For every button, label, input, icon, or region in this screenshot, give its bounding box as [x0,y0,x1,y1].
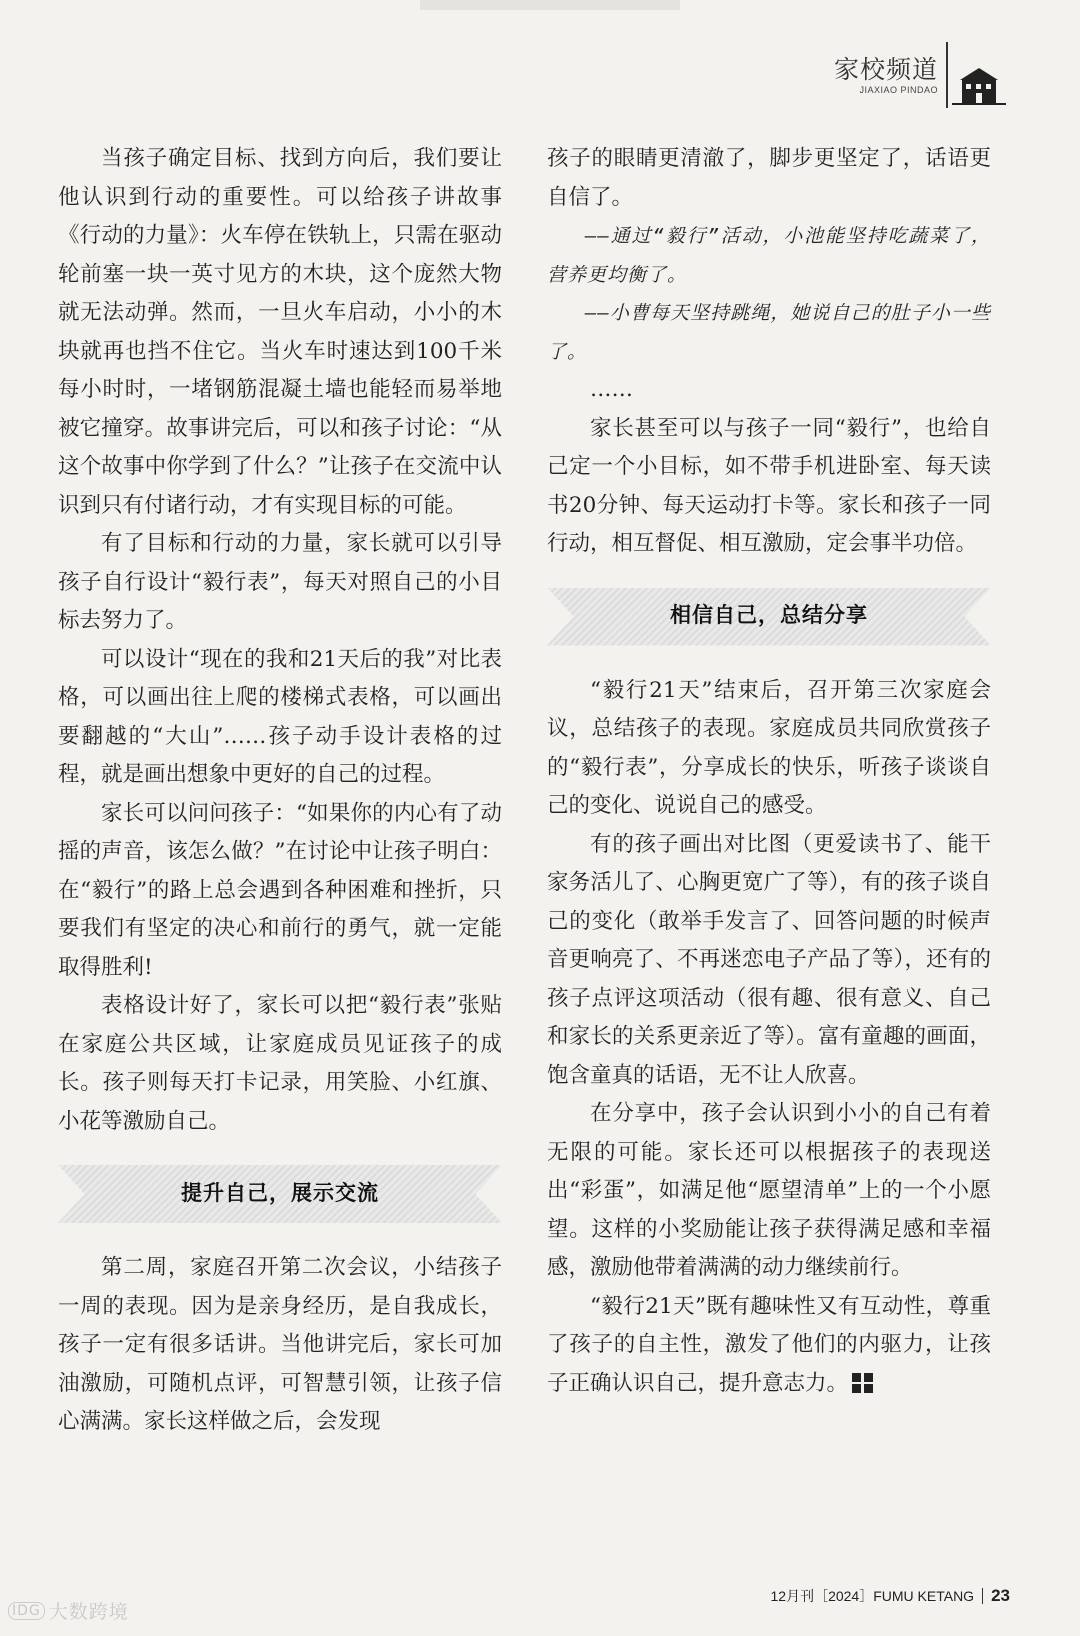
watermark [8,1597,129,1624]
paragraph: 家长可以问问孩子：“如果你的内心有了动摇的声音，该怎么做？”在讨论中让孩子明白：在“毅行”的路上总会遇到各种困难和挫折，只要我们有坚定的决心和前行的勇气，就一定能取得胜利! [58,800,502,980]
ellipsis: …… [590,377,633,402]
section-banner [58,1157,502,1231]
section-header [790,30,1010,100]
section-banner [547,580,991,654]
page-footer [771,1586,1011,1606]
paragraph [547,1288,991,1404]
section-title: 家校频道 [833,55,938,84]
watermark-text: 大数跨境 [48,1601,129,1623]
quote-line: ——小曹每天坚持跳绳，她说自己的肚子小一些了。 [547,302,991,363]
paragraph: 可以设计“现在的我和21天后的我”对比表格，可以画出往上爬的楼梯式表格，可以画出要翻越的“大山”……孩子动手设计表格的过程，就是画出想象中更好的自己的过程。 [58,646,502,787]
paragraph: 当孩子确定目标、找到方向后，我们要让他认识到行动的重要性。可以给孩子讲故事《行动的力量》：火车停在铁轨上，只需在驱动轮前塞一块一英寸见方的木块，这个庞然大物就无法动弹。然而，一旦火车启动，小小的木块就再也挡不住它。当火车时速达到100千米每小时时，一堵钢筋混凝土墙也能轻而易举地被它撞穿。故事讲完后，可以和孩子讨论：“从这个故事中你学到了什么？”让孩子在交流中认识到只有付诸行动，才有实现目标的可能。 [58,146,502,518]
end-mark-icon [852,1373,874,1393]
school-building-icon [952,66,1006,106]
paragraph: “毅行21天”结束后，召开第三次家庭会议，总结孩子的表现。家庭成员共同欣赏孩子的“毅行表”，分享成长的快乐，听孩子谈谈自己的变化、说说自己的感受。 [547,677,991,818]
header-divider [946,42,948,108]
paragraph: 表格设计好了，家长可以把“毅行表”张贴在家庭公共区域，让家庭成员见证孩子的成长。孩子则每天打卡记录，用笑脸、小红旗、小花等激励自己。 [58,993,502,1134]
closing-text: “毅行21天”既有趣味性又有互动性，尊重了孩子的自主性，激发了他们的内驱力，让孩子正确认识自己，提升意志力。 [547,1293,991,1396]
paragraph: 家长甚至可以与孩子一同“毅行”，也给自己定一个小目标，如不带手机进卧室、每天读书20分钟、每天运动打卡等。家长和孩子一同行动，相互督促、相互激励，定会事半功倍。 [547,415,991,556]
section-subtitle: JIAXIAO PINDAO [859,85,938,95]
paragraph: 有的孩子画出对比图（更爱读书了、能干家务活儿了、心胸更宽广了等），有的孩子谈自己的变化（敢举手发言了、回答问题的时候声音更响亮了、不再迷恋电子产品了等），还有的孩子点评这项活动（很有趣、很有意义、自己和家长的关系更亲近了等）。富有童趣的画面，饱含童真的话语，无不让人欣喜。 [547,831,991,1088]
left-column [58,140,502,1442]
right-column [547,140,991,1403]
banner-heading: 相信自己，总结分享 [670,604,868,628]
issue-label: 12月刊［2024］FUMU KETANG [770,1588,975,1604]
paragraph: 孩子的眼睛更清澈了，脚步更坚定了，话语更自信了。 [547,146,991,210]
banner-heading: 提升自己，展示交流 [181,1181,379,1205]
paragraph: 在分享中，孩子会认识到小小的自己有着无限的可能。家长还可以根据孩子的表现送出“彩蛋”，如满足他“愿望清单”上的一个小愿望。这样的小奖励能让孩子获得满足感和幸福感，激励他带着满满的动力继续前行。 [547,1101,991,1280]
page-number: 23 [991,1586,1010,1605]
quote-line: ——通过“毅行”活动，小池能坚持吃蔬菜了，营养更均衡了。 [547,225,991,286]
watermark-logo: IDG [8,1602,45,1620]
paragraph: 第二周，家庭召开第二次会议，小结孩子一周的表现。因为是亲身经历，是自我成长，孩子一定有很多话讲。当他讲完后，家长可加油激励，可随机点评，可智慧引领，让孩子信心满满。家长这样做之后，会发现 [58,1255,502,1434]
footer-divider [982,1588,983,1604]
paragraph: 有了目标和行动的力量，家长就可以引导孩子自行设计“毅行表”，每天对照自己的小目标去努力了。 [58,531,502,633]
scan-top-strip [420,0,680,10]
